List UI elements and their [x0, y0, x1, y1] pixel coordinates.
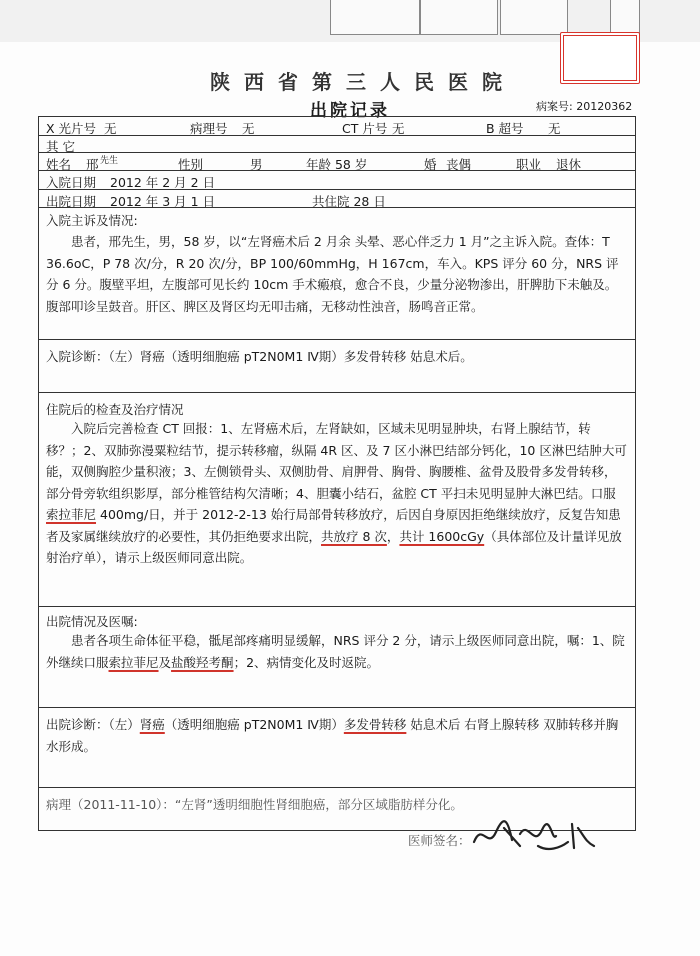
- bultrasound-label: B 超号: [486, 121, 524, 136]
- admission-diagnosis: 入院诊断：（左）肾癌（透明细胞癌 pT2N0M1 Ⅳ期）多发骨转移 姑息术后。: [46, 349, 473, 364]
- complaint-heading: 入院主诉及情况:: [46, 213, 138, 228]
- treatment-heading: 住院后的检查及治疗情况: [46, 402, 184, 417]
- row-divider: [38, 339, 636, 340]
- name-suffix: 先生: [100, 156, 119, 166]
- discharge-diagnosis: [46, 714, 628, 757]
- hospital-name: 陕西省第三人民医院: [210, 70, 516, 94]
- complaint-text: 患者，邢先生，男，58 岁，以“左肾癌术后 2 月余 头晕、恶心伴乏力 1 月”之主诉入院。查体：T 36.6oC，P 78 次/分，R 20 次/分，BP 100/60mmHg，H 167cm，车入。KPS 评分 60 分，NRS 评分 6 分。腹壁平坦，左腹部可见长约 10cm 手术瘢痕，愈合不良，少量分泌物渗出，肝脾肋下未触及。腹部叩诊呈鼓音。肝区、脾区及肾区均无叩击痛，无移动性浊音，肠鸣音正常。: [46, 234, 619, 314]
- case-number: 病案号: 20120362: [536, 100, 633, 113]
- kidney-cancer-term: 肾癌: [139, 717, 165, 732]
- page-title: 出院记录: [310, 101, 390, 121]
- xray-label: X 光片号: [46, 121, 97, 136]
- row-divider: [38, 392, 636, 393]
- discharge-status-text: [46, 630, 628, 673]
- discharge-status-and: 及: [158, 654, 172, 670]
- row-divider: [38, 135, 636, 136]
- sorafenib-drug: 索拉菲尼: [108, 654, 159, 670]
- row-divider: [38, 606, 636, 607]
- total-days: 共住院 28 日: [312, 194, 386, 209]
- marital-value: 丧偶: [446, 157, 472, 172]
- radiotherapy-dose: 共计 1600cGy: [399, 528, 485, 544]
- discharge-status-text-a: 患者各项生命体征平稳，骶尾部疼痛明显缓解，NRS 评分 2 分，请示上级医师同意出院，嘱：1、院外继续口服: [46, 633, 625, 670]
- bone-metastasis-term: 多发骨转移: [343, 717, 407, 732]
- marital-label: 婚: [424, 157, 437, 172]
- pathology-label: 病理号: [190, 121, 228, 136]
- discharge-diagnosis-prefix: 出院诊断：（左）: [46, 717, 140, 732]
- discharge-diagnosis-mid: （透明细胞癌 pT2N0M1 Ⅳ期）: [164, 717, 344, 732]
- name-value: 邢: [86, 157, 99, 172]
- treatment-text: [46, 418, 628, 569]
- folder-tab: [420, 0, 498, 35]
- folder-tab: [330, 0, 420, 35]
- admit-date-label: 入院日期: [46, 175, 97, 190]
- ct-value: 无: [392, 121, 405, 136]
- occupation-label: 职业: [516, 157, 542, 172]
- discharge-status-text-b: ；2、病情变化及时返院。: [233, 654, 380, 670]
- radiotherapy-count: 共放疗 8 次: [321, 528, 387, 544]
- discharge-date-value: 2012 年 3 月 1 日: [110, 194, 216, 209]
- pathology-note: 病理（2011-11-10）：“左肾”透明细胞性肾细胞癌，部分区域脂肪样分化。: [46, 797, 463, 812]
- occupation-value: 退休: [556, 157, 582, 172]
- folder-tab: [500, 0, 568, 35]
- ct-label: CT 片号: [342, 121, 388, 136]
- row-divider: [38, 152, 636, 153]
- other-label: 其 它: [46, 139, 75, 154]
- red-stamp: [560, 32, 640, 84]
- handwritten-signature: [468, 812, 598, 856]
- discharge-status-heading: 出院情况及医嘱:: [46, 614, 138, 629]
- treatment-text-c: （具体部位及计量详见放射治疗单），请示上级医师同意出院。: [46, 528, 622, 565]
- name-label: 姓名: [46, 157, 72, 172]
- treatment-text-a: 入院后完善检查 CT 回报：1、左肾癌术后，左肾缺如，区域未见明显肿块，右肾上腺结节，转移？；2、双肺弥漫粟粒结节，提示转移瘤，纵隔 4R 区、及 7 区小淋巴结部分钙化，10 区淋巴结肿大可能，双侧胸腔少量积液；3、左侧锁骨头、双侧肋骨、肩胛骨、胸骨、胸腰椎、盆骨及股骨多发骨转移，部分骨旁软组织影厚，部分椎管结构欠清晰；4、胆囊小结石，盆腔 CT 平扫未见明显肿大淋巴结。口服: [46, 421, 627, 501]
- row-divider: [38, 707, 636, 708]
- admit-date-value: 2012 年 2 月 2 日: [110, 175, 216, 190]
- folder-tab: [610, 0, 640, 35]
- signature-label: 医师签名：: [408, 833, 471, 848]
- oxycodone-drug: 盐酸羟考酮: [171, 654, 234, 670]
- sorafenib-drug: 索拉菲尼: [46, 507, 97, 522]
- treatment-text-b: 400mg/日，并于 2012-2-13 始行局部骨转移放疗，后因自身原因拒绝继续放疗，反复告知患者及家属继续放疗的必要性，其仍拒绝要求出院，: [46, 507, 621, 544]
- pathology-value: 无: [242, 121, 255, 136]
- bultrasound-value: 无: [548, 121, 561, 136]
- gender-value: 男: [250, 157, 263, 172]
- row-divider: [38, 787, 636, 788]
- xray-value: 无: [104, 121, 117, 136]
- age-value: 年龄 58 岁: [306, 157, 368, 172]
- discharge-date-label: 出院日期: [46, 194, 97, 209]
- discharge-diagnosis-rest: 姑息术后 右肾上腺转移 双肺转移并胸水形成。: [46, 717, 619, 754]
- treatment-comma: ，: [386, 528, 400, 544]
- gender-label: 性别: [178, 157, 204, 172]
